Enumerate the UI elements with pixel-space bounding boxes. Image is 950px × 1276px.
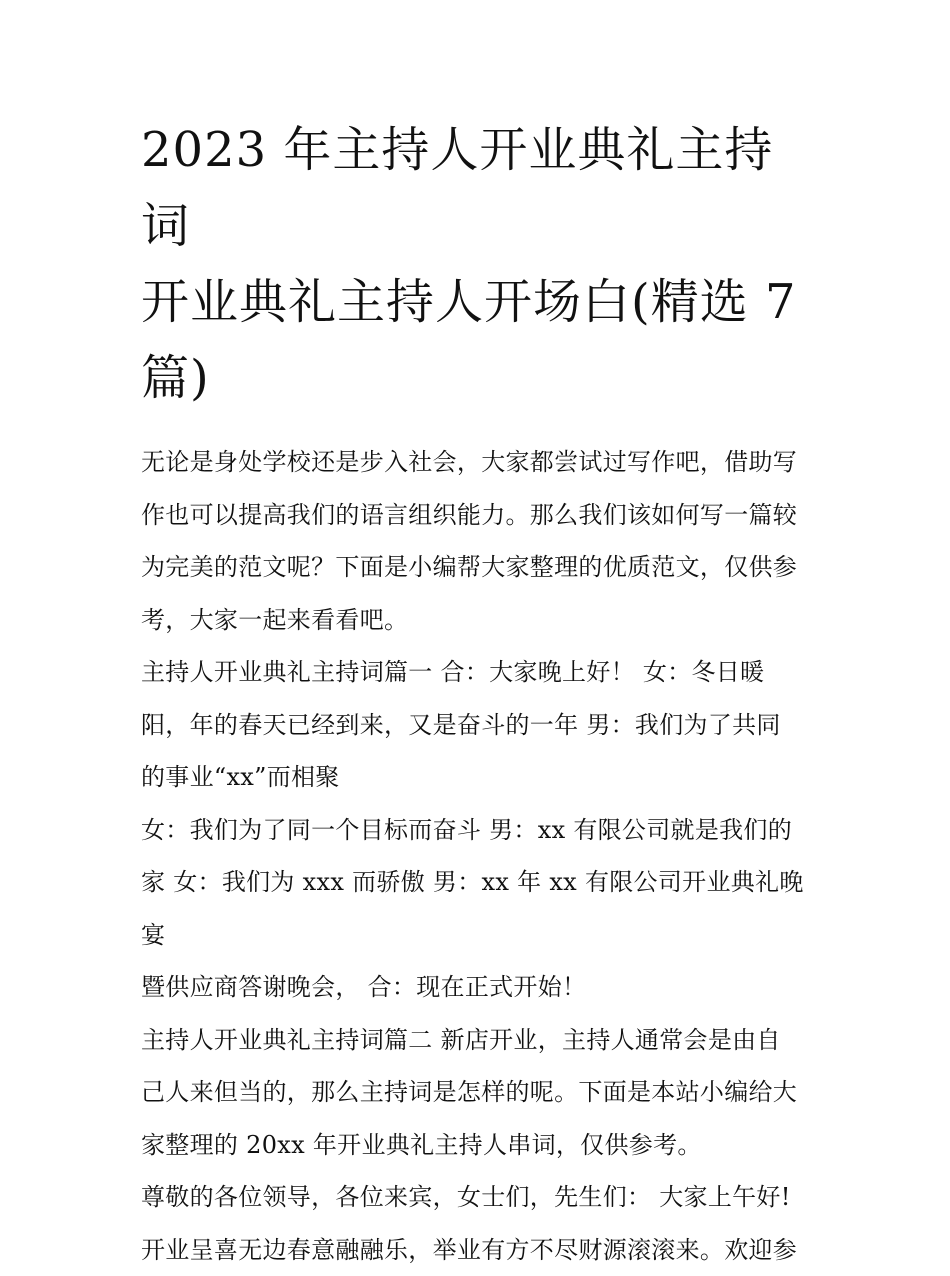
document-title xyxy=(141,112,815,416)
paragraph-intro: 无论是身处学校还是步入社会，大家都尝试过写作吧，借助写 作也可以提高我们的语言组织能力。那么我们该如何写一篇较 为完美的范文呢？下面是小编帮大家整理的优质范文，仅供参 考，大家一起来看看吧。 xyxy=(141,448,798,634)
paragraph-article-2: 主持人开业典礼主持词篇二 新店开业，主持人通常会是由自 己人来但当的，那么主持词是怎样的呢。下面是本站小编给大 家整理的 20xx 年开业典礼主持人串词，仅供参考。 xyxy=(141,1025,798,1159)
paragraph-article-1: 主持人开业典礼主持词篇一 合：大家晚上好！ 女：冬日暖 阳，年的春天已经到来，又是奋斗的一年 男：我们为了共同 的事业“xx”而相聚 xyxy=(141,658,781,791)
document-body xyxy=(141,436,815,1276)
paragraph-article-1-cont: 女：我们为了同一个目标而奋斗 男：xx 有限公司就是我们的 家 女：我们为 xxx 而骄傲 男：xx 年 xx 有限公司开业典礼晚宴 暨供应商答谢晚会， 合：现在正式开始！ xyxy=(141,815,804,1001)
paragraph-article-2-cont: 尊敬的各位领导，各位来宾，女士们，先生们： 大家上午好! 开业呈喜无边春意融融乐，举业有方不尽财源滚滚来。欢迎参 xyxy=(141,1183,798,1264)
title-line-1: 2023 年主持人开业典礼主持词 xyxy=(141,122,774,254)
document-content xyxy=(141,112,815,1276)
title-line-2: 开业典礼主持人开场白(精选 7 xyxy=(141,274,797,330)
title-line-3: 篇) xyxy=(141,350,210,406)
